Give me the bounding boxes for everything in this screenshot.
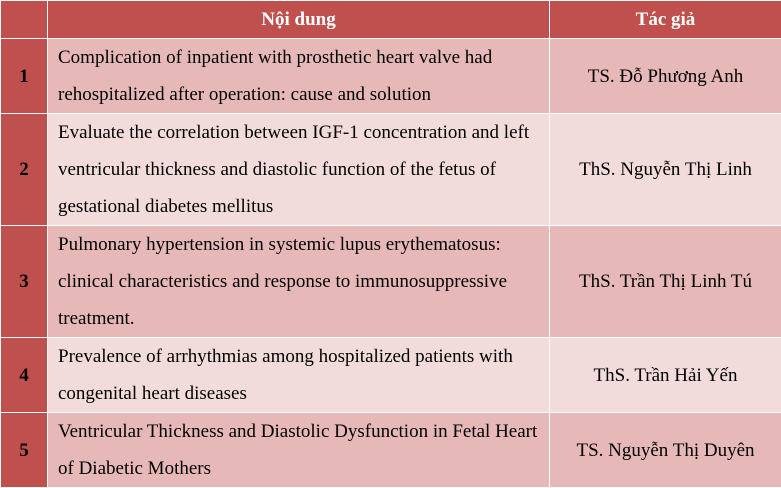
row-number: 2 bbox=[1, 114, 48, 226]
header-number bbox=[1, 1, 48, 39]
table-row bbox=[1, 114, 781, 226]
table-row bbox=[1, 39, 781, 114]
row-number: 3 bbox=[1, 226, 48, 338]
row-author: ThS. Trần Thị Linh Tú bbox=[550, 226, 781, 338]
row-content: Ventricular Thickness and Diastolic Dysfunction in Fetal Heart of Diabetic Mothers bbox=[48, 413, 550, 488]
row-author: ThS. Trần Hải Yến bbox=[550, 338, 781, 413]
header-content: Nội dung bbox=[48, 1, 550, 39]
row-content: Pulmonary hypertension in systemic lupus erythematosus: clinical characteristics and response to immunosuppressive treatment. bbox=[48, 226, 550, 338]
header-author: Tác giả bbox=[550, 1, 781, 39]
row-content: Evaluate the correlation between IGF-1 concentration and left ventricular thickness and diastolic function of the fetus of gestational diabetes mellitus bbox=[48, 114, 550, 226]
row-number: 1 bbox=[1, 39, 48, 114]
row-number: 5 bbox=[1, 413, 48, 488]
row-content: Complication of inpatient with prosthetic heart valve had rehospitalized after operation: cause and solution bbox=[48, 39, 550, 114]
table-row bbox=[1, 413, 781, 488]
header-row bbox=[1, 1, 781, 39]
row-author: ThS. Nguyễn Thị Linh bbox=[550, 114, 781, 226]
row-author: TS. Nguyễn Thị Duyên bbox=[550, 413, 781, 488]
row-author: TS. Đỗ Phương Anh bbox=[550, 39, 781, 114]
table-row bbox=[1, 338, 781, 413]
row-content: Prevalence of arrhythmias among hospitalized patients with congenital heart diseases bbox=[48, 338, 550, 413]
table-row bbox=[1, 226, 781, 338]
row-number: 4 bbox=[1, 338, 48, 413]
